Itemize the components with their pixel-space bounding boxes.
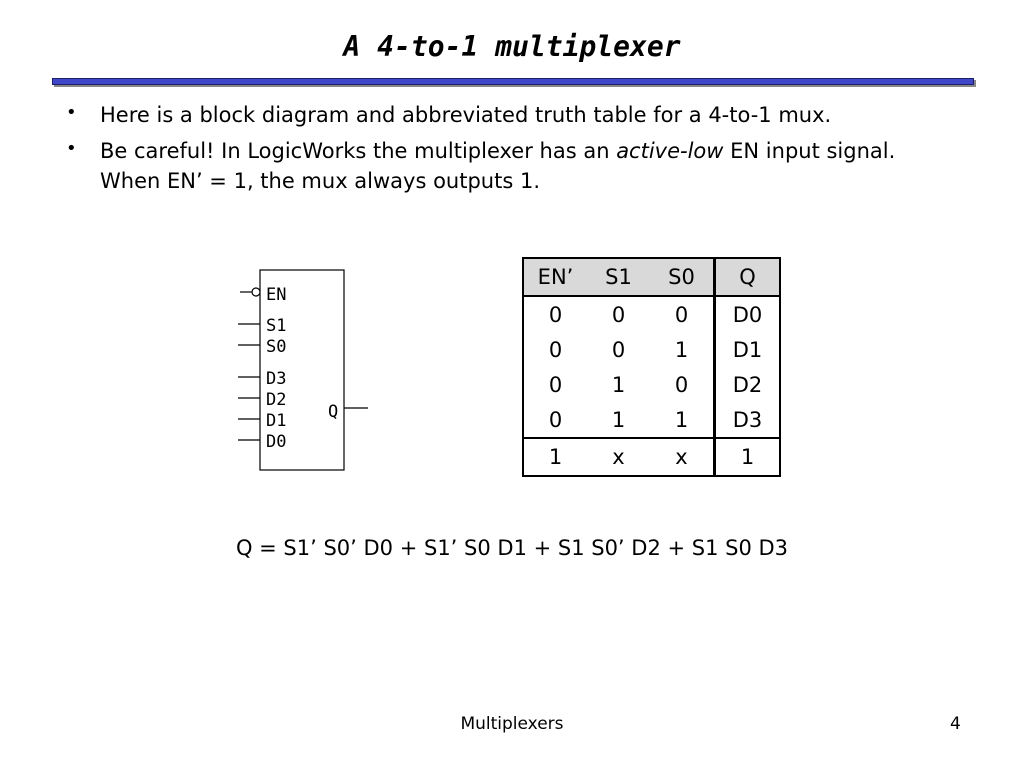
output-equation: Q = S1’ S0’ D0 + S1’ S0 D1 + S1 S0’ D2 + S1 S0 D3 — [235, 536, 789, 560]
bullet-icon: • — [66, 102, 77, 123]
table-cell: 0 — [548, 372, 563, 397]
bullet-icon: • — [66, 138, 77, 159]
table-cell: 1 — [674, 337, 689, 362]
bullet-item — [62, 100, 962, 130]
bullet-list — [62, 100, 962, 202]
table-cell: x — [650, 438, 715, 476]
table-cell: 0 — [674, 372, 689, 397]
table-cell: 0 — [674, 302, 689, 327]
table-cell: 0 — [548, 302, 563, 327]
mux-block-diagram — [230, 262, 380, 482]
table-row — [523, 332, 780, 367]
table-row — [523, 438, 780, 476]
pin-label-s0: S0 — [266, 337, 287, 357]
bullet-text: Here is a block diagram and abbreviated truth table for a 4-to-1 mux. — [100, 103, 832, 127]
table-cell: 0 — [548, 407, 563, 432]
bullet-text-emphasis: active-low — [616, 139, 724, 163]
table-cell: 0 — [611, 302, 626, 327]
table-cell: 0 — [548, 337, 563, 362]
title-rule — [52, 78, 974, 85]
header-s0: S0 — [650, 258, 715, 296]
pin-label-en: EN — [266, 285, 287, 305]
header-en: EN’ — [523, 258, 587, 296]
table-cell: D1 — [715, 332, 781, 367]
bullet-item — [62, 136, 962, 196]
table-cell: 1 — [611, 407, 626, 432]
page-number: 4 — [950, 714, 961, 734]
footer-title: Multiplexers — [460, 714, 564, 734]
table-row — [523, 402, 780, 438]
table-cell: D3 — [715, 402, 781, 438]
table-cell: 0 — [611, 337, 626, 362]
pin-label-d2: D2 — [266, 390, 287, 410]
table-header-row — [523, 258, 780, 296]
table-row — [523, 367, 780, 402]
inversion-bubble-icon — [252, 288, 260, 296]
bullet-text-pre: Be careful! In LogicWorks the multiplexer has an — [100, 139, 617, 163]
header-q: Q — [715, 258, 781, 296]
pin-label-d3: D3 — [266, 369, 287, 389]
pin-label-s1: S1 — [266, 316, 287, 336]
table-cell: x — [587, 438, 650, 476]
header-s1: S1 — [587, 258, 650, 296]
table-cell: 1 — [523, 438, 587, 476]
table-cell: D0 — [715, 296, 781, 332]
pin-label-d1: D1 — [266, 411, 287, 431]
table-cell: 1 — [674, 407, 689, 432]
slide-title: A 4-to-1 multiplexer — [343, 30, 681, 63]
bullet-text-post: EN input signal. When EN’ = 1, the mux always outputs 1. — [100, 139, 896, 193]
table-cell: D2 — [715, 367, 781, 402]
truth-table — [522, 257, 781, 477]
pin-label-q: Q — [328, 402, 339, 422]
table-cell: 1 — [611, 372, 626, 397]
table-cell: 1 — [715, 438, 781, 476]
pin-label-d0: D0 — [266, 432, 287, 452]
table-row — [523, 296, 780, 332]
